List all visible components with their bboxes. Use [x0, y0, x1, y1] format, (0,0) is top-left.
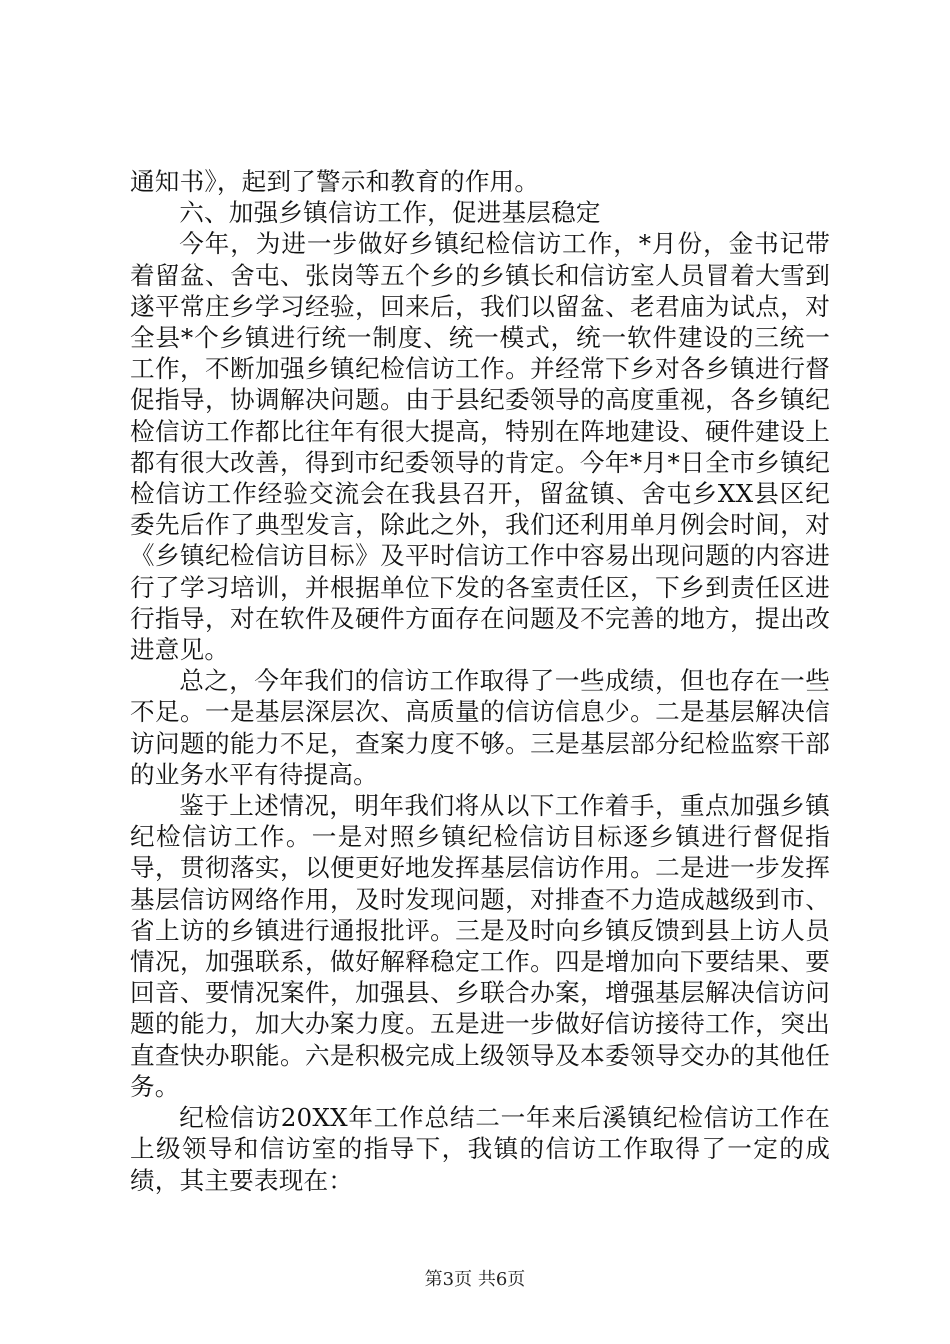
paragraph-summary: 总之，今年我们的信访工作取得了一些成绩，但也存在一些不足。一是基层深层次、高质量的信访信息少。二是基层解决信访问题的能力不足，查案力度不够。三是基层部分纪检监察干部的业务水平有待提高。 — [130, 666, 830, 789]
paragraph-township-work: 今年，为进一步做好乡镇纪检信访工作，*月份，金书记带着留盆、舍屯、张岗等五个乡的乡镇长和信访室人员冒着大雪到遂平常庄乡学习经验，回来后，我们以留盆、老君庙为试点，对全县*个乡镇进行统一制度、统一模式，统一软件建设的三统一工作，不断加强乡镇纪检信访工作。并经常下乡对各乡镇进行督促指导，协调解决问题。由于县纪委领导的高度重视，各乡镇纪检信访工作都比往年有很大提高，特别在阵地建设、硬件建设上都有很大改善，得到市纪委领导的肯定。今年*月*日全市乡镇纪检信访工作经验交流会在我县召开，留盆镇、舍屯乡XX县区纪委先后作了典型发言，除此之外，我们还利用单月例会时间，对《乡镇纪检信访目标》及平时信访工作中容易出现问题的内容进行了学习培训，并根据单位下发的各室责任区，下乡到责任区进行指导，对在软件及硬件方面存在问题及不完善的地方，提出改进意见。 — [130, 229, 830, 665]
paragraph-next-year-plan: 鉴于上述情况，明年我们将从以下工作着手，重点加强乡镇纪检信访工作。一是对照乡镇纪检信访目标逐乡镇进行督促指导，贯彻落实，以便更好地发挥基层信访作用。二是进一步发挥基层信访网络作用，及时发现问题，对排查不力造成越级到市、省上访的乡镇进行通报批评。三是及时向乡镇反馈到县上访人员情况，加强联系，做好解释稳定工作。四是增加向下要结果、要回音、要情况案件，加强县、乡联合办案，增强基层解决信访问题的能力，加大办案力度。五是进一步做好信访接待工作，突出直查快办职能。六是积极完成上级领导及本委领导交办的其他任务。 — [130, 791, 830, 1101]
page-number-footer: 第3页 共6页 — [424, 1269, 526, 1290]
section-heading-six: 六、加强乡镇信访工作，促进基层稳定 — [179, 198, 601, 228]
document-body — [130, 166, 830, 1196]
paragraph-new-summary-start: 纪检信访20XX年工作总结二一年来后溪镇纪检信访工作在上级领导和信访室的指导下，我镇的信访工作取得了一定的成绩，其主要表现在： — [130, 1103, 830, 1195]
paragraph-continuation: 通知书》，起到了警示和教育的作用。 — [130, 167, 540, 196]
